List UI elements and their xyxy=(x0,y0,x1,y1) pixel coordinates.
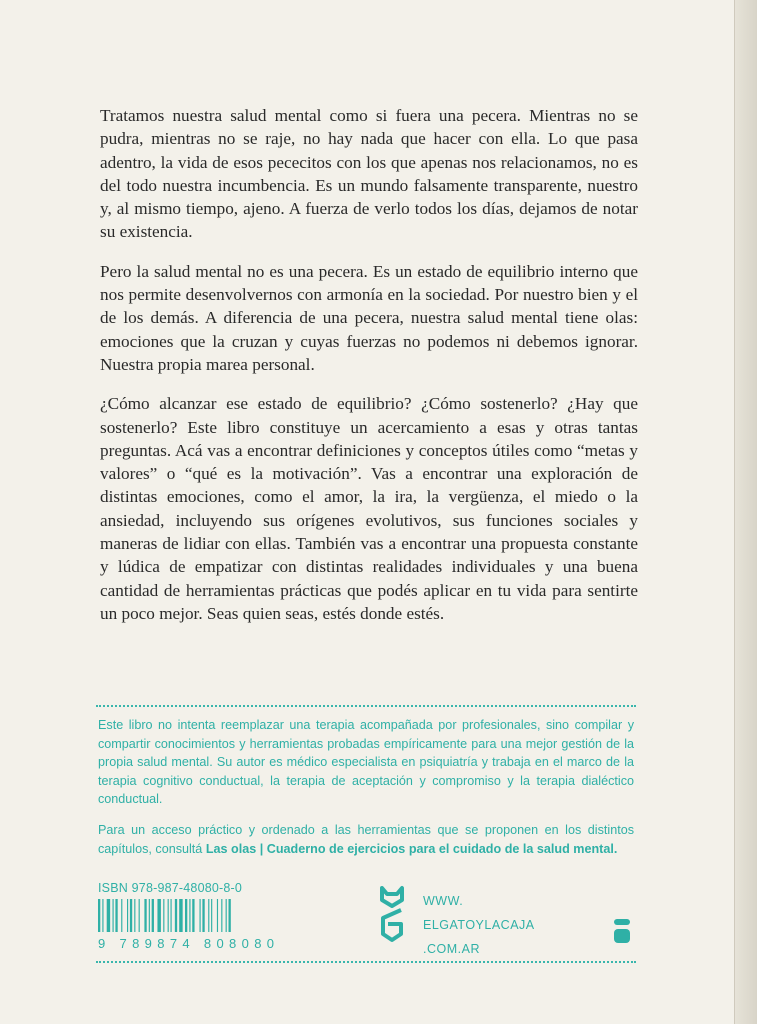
companion-title: Las olas | Cuaderno de ejercicios para el cuidado de la salud mental. xyxy=(205,841,618,856)
barcode-digits: 9 789874 808080 xyxy=(98,936,274,951)
website-line-2: ELGATOYLACAJA xyxy=(423,918,535,932)
paragraph-1: Tratamos nuestra salud mental como si fuera una pecera. Mientras no se pudra, mientras no se raje, no hay nada que hacer con ella. Lo que pasa adentro, la vida de esos pececitos con los que apenas nos relacionamos, no es del todo nuestra incumbencia. Es un mundo falsamente transparente, nuestro y, al mismo tiempo, ajeno. A fuerza de verlo todos los días, dejamos de notar su existencia. xyxy=(100,106,638,242)
website-line-1: WWW. xyxy=(423,894,464,908)
back-cover-text xyxy=(100,104,638,641)
disclaimer-text: Este libro no intenta reemplazar una terapia acompañada por profesionales, sino compilar y compartir conocimientos y herramientas probadas empíricamente para una mejor gestión de la propia salud mental. Su autor es médico especialista en psiquiatría y trabaja en el marco de la terapia cognitivo conductual, la terapia de aceptación y compromiso y la terapia dialéctico conductual. xyxy=(98,718,634,807)
website-line-3: .COM.AR xyxy=(423,942,480,956)
gato-y-la-caja-logo-icon xyxy=(374,884,410,946)
isbn-label: ISBN 978-987-48080-8-0 xyxy=(98,881,243,895)
companion-prefix: Para un acceso práctico y ordenado a las herramientas que se proponen en los distintos capítulos, consultá xyxy=(98,823,634,856)
barcode xyxy=(98,899,274,951)
paragraph-2: Pero la salud mental no es una pecera. Es un estado de equilibrio interno que nos permite desenvolvernos con armonía en la sociedad. Por nuestro bien y el de los demás. A diferencia de una pecera, nuestra salud mental tiene olas: emociones que la cruzan y cuyas fuerzas no podemos ni debemos ignorar. Nuestra propia marea personal. xyxy=(100,261,638,374)
companion-note xyxy=(98,821,634,858)
divider-bottom xyxy=(96,961,636,963)
divider-top xyxy=(96,705,636,707)
website[interactable] xyxy=(423,889,535,961)
paragraph-3: ¿Cómo alcanzar ese estado de equilibrio? ¿Cómo sostenerlo? ¿Hay que sostenerlo? Este libro constituye un acercamiento a esas y otras tantas preguntas. Acá vas a encontrar definiciones y conceptos útiles como “metas y valores” o “qué es la motivación”. Vas a encontrar una exploración de distintas emociones, como el amor, la ira, la vergüenza, el miedo o la ansiedad, incluyendo sus orígenes evolutivos, sus funciones sociales y maneras de lidiar con ellas. También vas a encontrar una propuesta constante y lúdica de empatizar con distintas realidades individuales y una buena cantidad de herramientas prácticas que podés aplicar en tu vida para sentirte un poco mejor. Seas quien seas, estés donde estés. xyxy=(100,394,638,623)
series-mark-icon xyxy=(614,919,630,945)
page-edge xyxy=(734,0,757,1024)
